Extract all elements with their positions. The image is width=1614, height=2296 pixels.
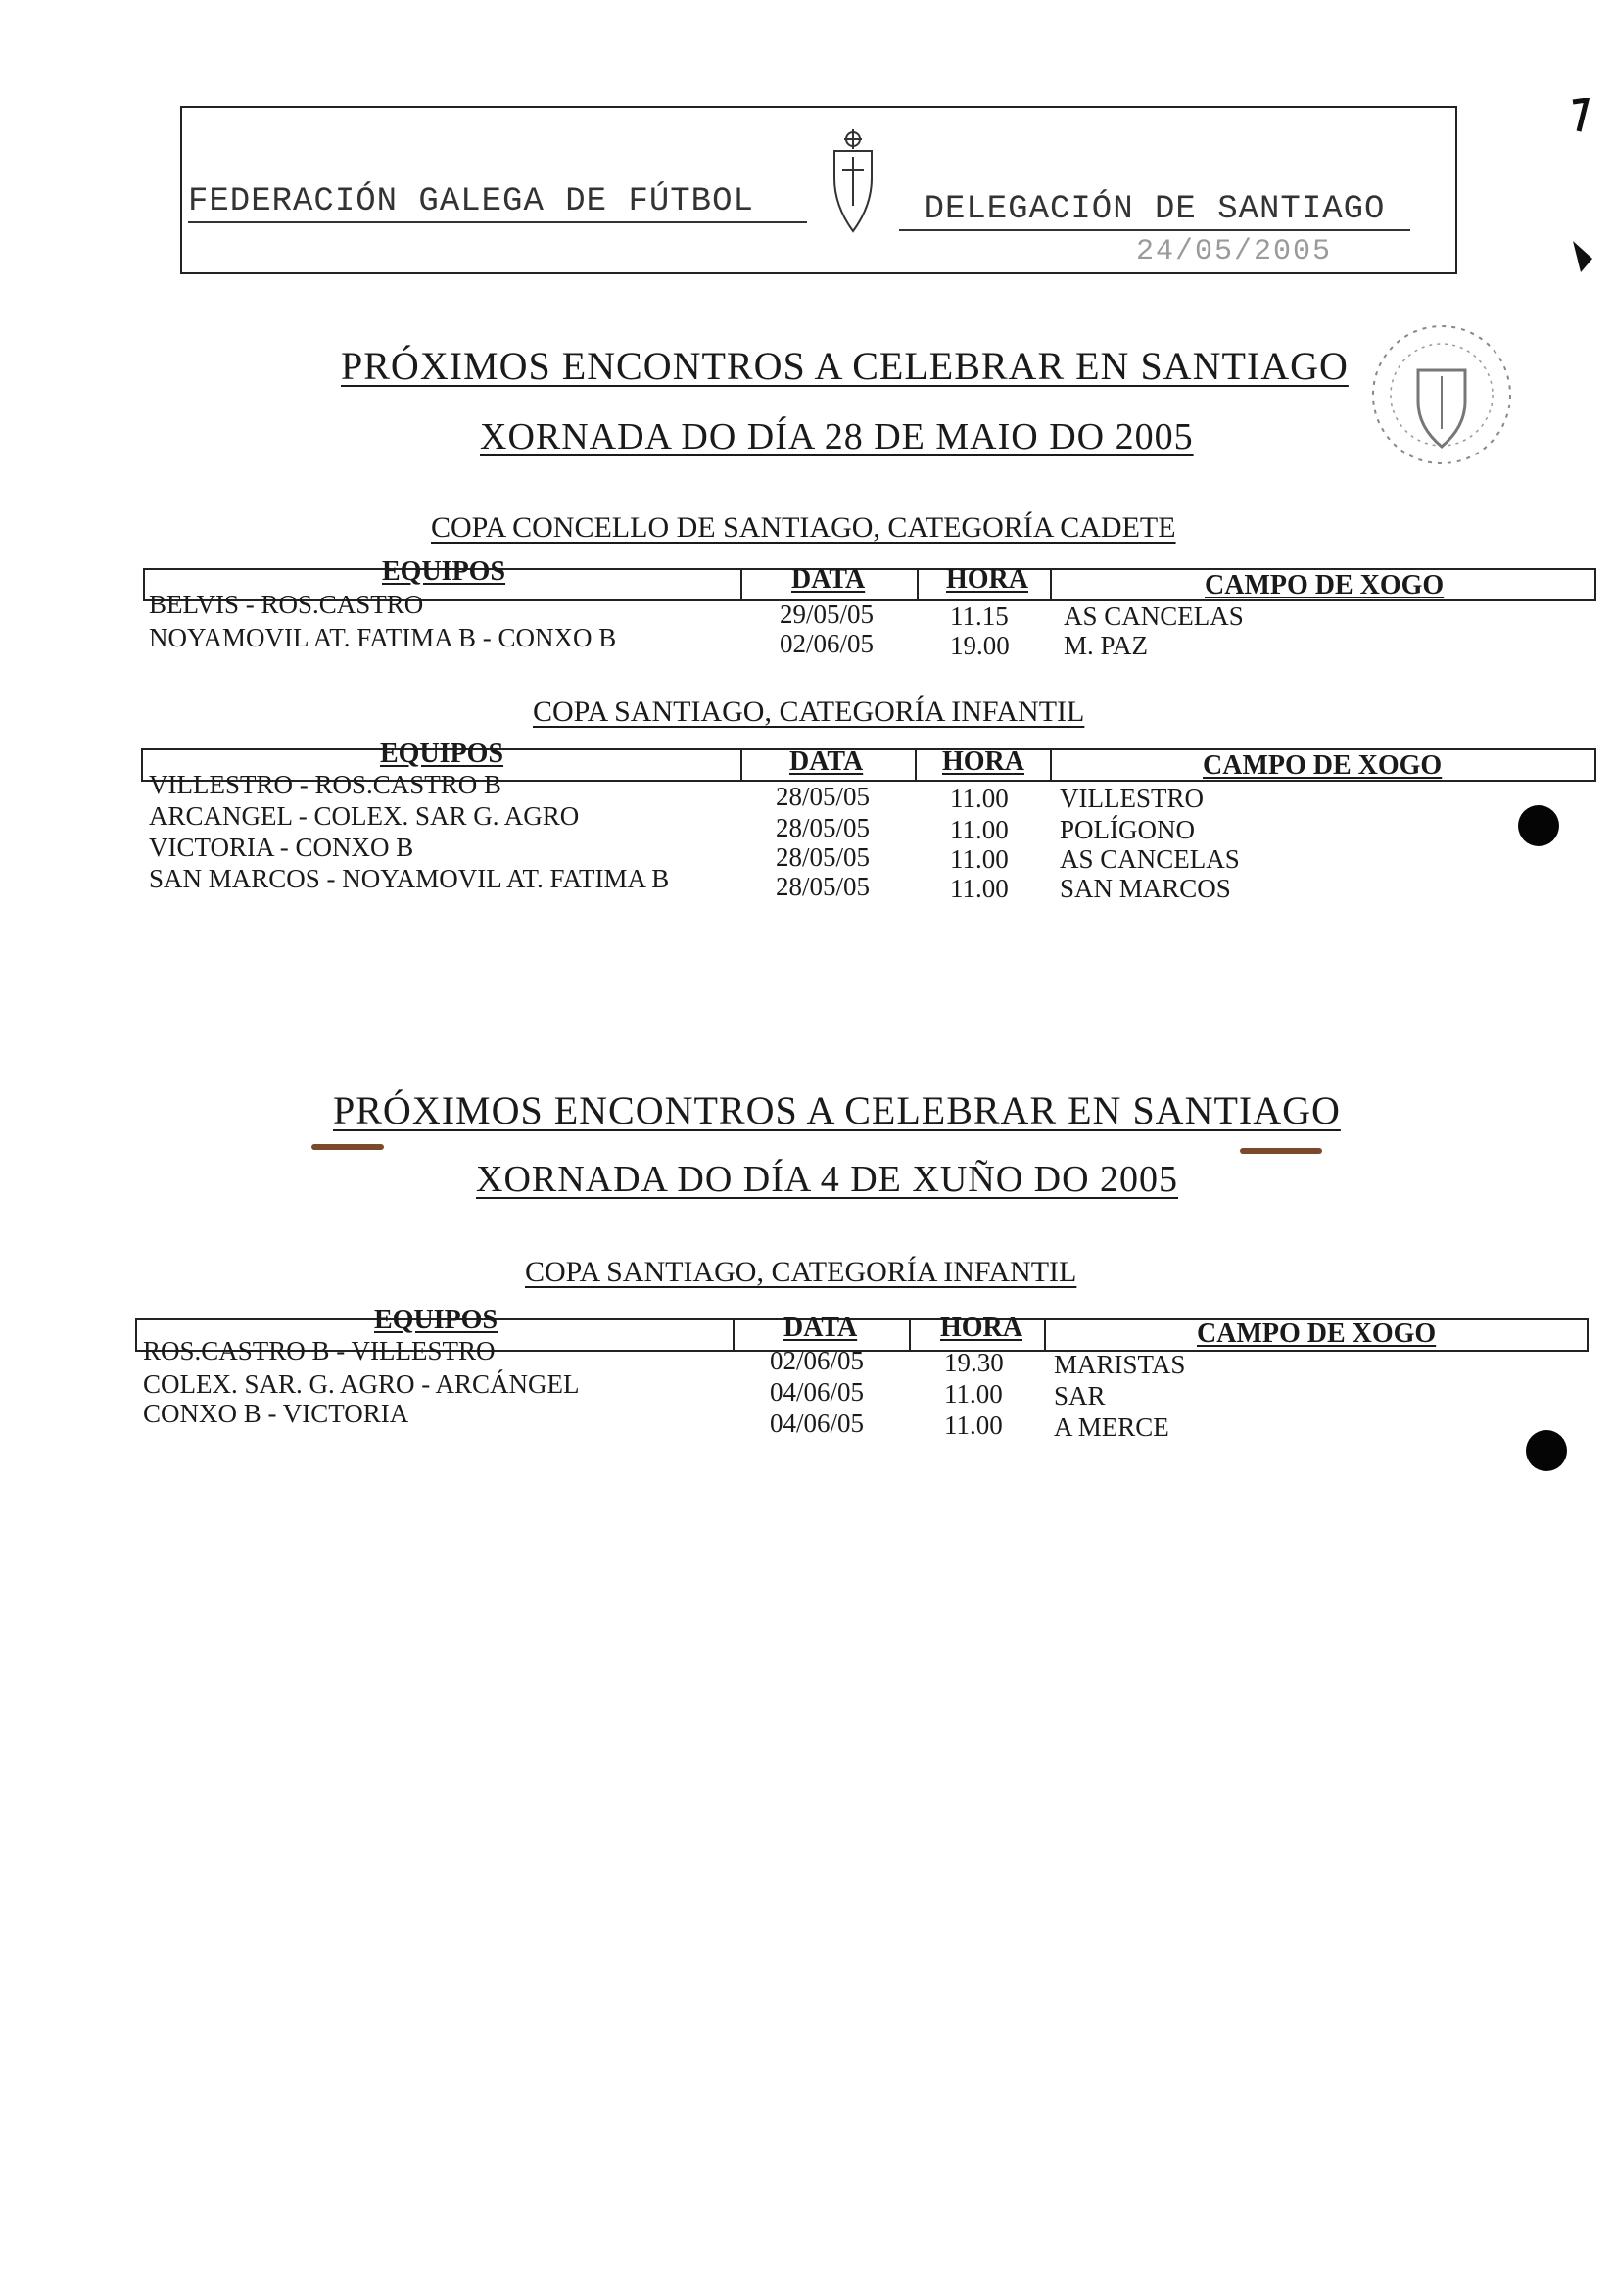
table-row-date: 04/06/05 <box>770 1377 865 1407</box>
table-row-field: M. PAZ <box>1064 631 1149 660</box>
table-row-date: 02/06/05 <box>770 1346 865 1375</box>
punch-hole-icon <box>1526 1430 1567 1471</box>
table-row-date: 28/05/05 <box>776 782 871 811</box>
column-header-equipos: EQUIPOS <box>382 556 506 587</box>
column-divider <box>909 1319 911 1351</box>
column-divider <box>1044 1319 1046 1351</box>
federation-crest-icon <box>829 127 878 235</box>
table-row-date: 28/05/05 <box>776 813 871 842</box>
delegation-name: DELEGACIÓN DE SANTIAGO <box>899 190 1410 231</box>
table-row-teams: ARCANGEL - COLEX. SAR G. AGRO <box>149 801 580 831</box>
table-row-field: AS CANCELAS <box>1060 844 1240 874</box>
table-row-teams: CONXO B - VICTORIA <box>143 1399 409 1428</box>
column-divider <box>917 569 919 600</box>
table-row-time: 11.00 <box>950 874 1009 903</box>
table-3-caption: COPA SANTIAGO, CATEGORÍA INFANTIL <box>525 1256 1077 1288</box>
table-row-time: 11.00 <box>944 1411 1003 1440</box>
column-header-data: DATA <box>789 746 864 777</box>
table-row-time: 11.00 <box>950 784 1009 813</box>
column-divider <box>915 749 917 781</box>
table-row-time: 11.00 <box>950 815 1009 844</box>
table-row-date: 04/06/05 <box>770 1409 865 1438</box>
table-row-time: 11.00 <box>950 844 1009 874</box>
federation-name: FEDERACIÓN GALEGA DE FÚTBOL <box>188 182 807 223</box>
section-1-subtitle: XORNADA DO DÍA 28 DE MAIO DO 2005 <box>480 416 1194 457</box>
column-divider <box>740 569 742 600</box>
table-row-date: 28/05/05 <box>776 842 871 872</box>
table-row-teams: NOYAMOVIL AT. FATIMA B - CONXO B <box>149 623 617 652</box>
ink-smudge <box>311 1144 384 1150</box>
column-header-hora: HORA <box>946 564 1028 595</box>
ink-smudge <box>1240 1148 1322 1154</box>
table-1-caption: COPA CONCELLO DE SANTIAGO, CATEGORÍA CADETE <box>431 511 1176 544</box>
table-row-time: 11.15 <box>950 601 1009 631</box>
table-row-time: 19.00 <box>950 631 1010 660</box>
table-row-teams: COLEX. SAR. G. AGRO - ARCÁNGEL <box>143 1369 580 1399</box>
table-row-date: 28/05/05 <box>776 872 871 901</box>
document-date: 24/05/2005 <box>1136 235 1333 268</box>
table-row-field: A MERCE <box>1054 1412 1169 1442</box>
table-2-caption: COPA SANTIAGO, CATEGORÍA INFANTIL <box>533 695 1085 728</box>
section-2-title: PRÓXIMOS ENCONTROS A CELEBRAR EN SANTIAGO <box>333 1088 1341 1132</box>
column-header-hora: HORA <box>942 746 1024 777</box>
column-header-campo: CAMPO DE XOGO <box>1205 570 1445 600</box>
table-row-date: 29/05/05 <box>780 599 875 629</box>
section-2-subtitle: XORNADA DO DÍA 4 DE XUÑO DO 2005 <box>476 1159 1179 1200</box>
column-header-campo: CAMPO DE XOGO <box>1203 750 1443 781</box>
table-row-teams: BELVIS - ROS.CASTRO <box>149 590 424 619</box>
scan-mark-icon <box>1565 98 1592 133</box>
table-row-teams: SAN MARCOS - NOYAMOVIL AT. FATIMA B <box>149 864 670 893</box>
column-header-equipos: EQUIPOS <box>374 1305 498 1335</box>
table-row-field: SAN MARCOS <box>1060 874 1231 903</box>
punch-hole-icon <box>1518 805 1559 846</box>
table-row-field: SAR <box>1054 1381 1106 1411</box>
table-row-field: POLÍGONO <box>1060 815 1195 844</box>
column-header-data: DATA <box>783 1313 858 1343</box>
table-row-field: MARISTAS <box>1054 1350 1186 1379</box>
column-header-campo: CAMPO DE XOGO <box>1197 1318 1437 1349</box>
table-row-field: VILLESTRO <box>1060 784 1204 813</box>
table-row-date: 02/06/05 <box>780 629 875 658</box>
table-row-field: AS CANCELAS <box>1064 601 1244 631</box>
table-row-time: 19.30 <box>944 1348 1004 1377</box>
table-row-teams: ROS.CASTRO B - VILLESTRO <box>143 1336 496 1365</box>
scan-mark-icon <box>1569 239 1596 274</box>
section-1-title: PRÓXIMOS ENCONTROS A CELEBRAR EN SANTIAGO <box>341 344 1349 388</box>
column-header-data: DATA <box>791 564 866 595</box>
table-row-teams: VICTORIA - CONXO B <box>149 833 414 862</box>
table-row-time: 11.00 <box>944 1379 1003 1409</box>
column-divider <box>1050 749 1052 781</box>
column-divider <box>1050 569 1052 600</box>
official-stamp-icon <box>1363 311 1520 478</box>
column-header-hora: HORA <box>940 1313 1022 1343</box>
column-divider <box>740 749 742 781</box>
table-row-teams: VILLESTRO - ROS.CASTRO B <box>149 770 502 799</box>
column-header-equipos: EQUIPOS <box>380 739 504 769</box>
column-divider <box>733 1319 735 1351</box>
